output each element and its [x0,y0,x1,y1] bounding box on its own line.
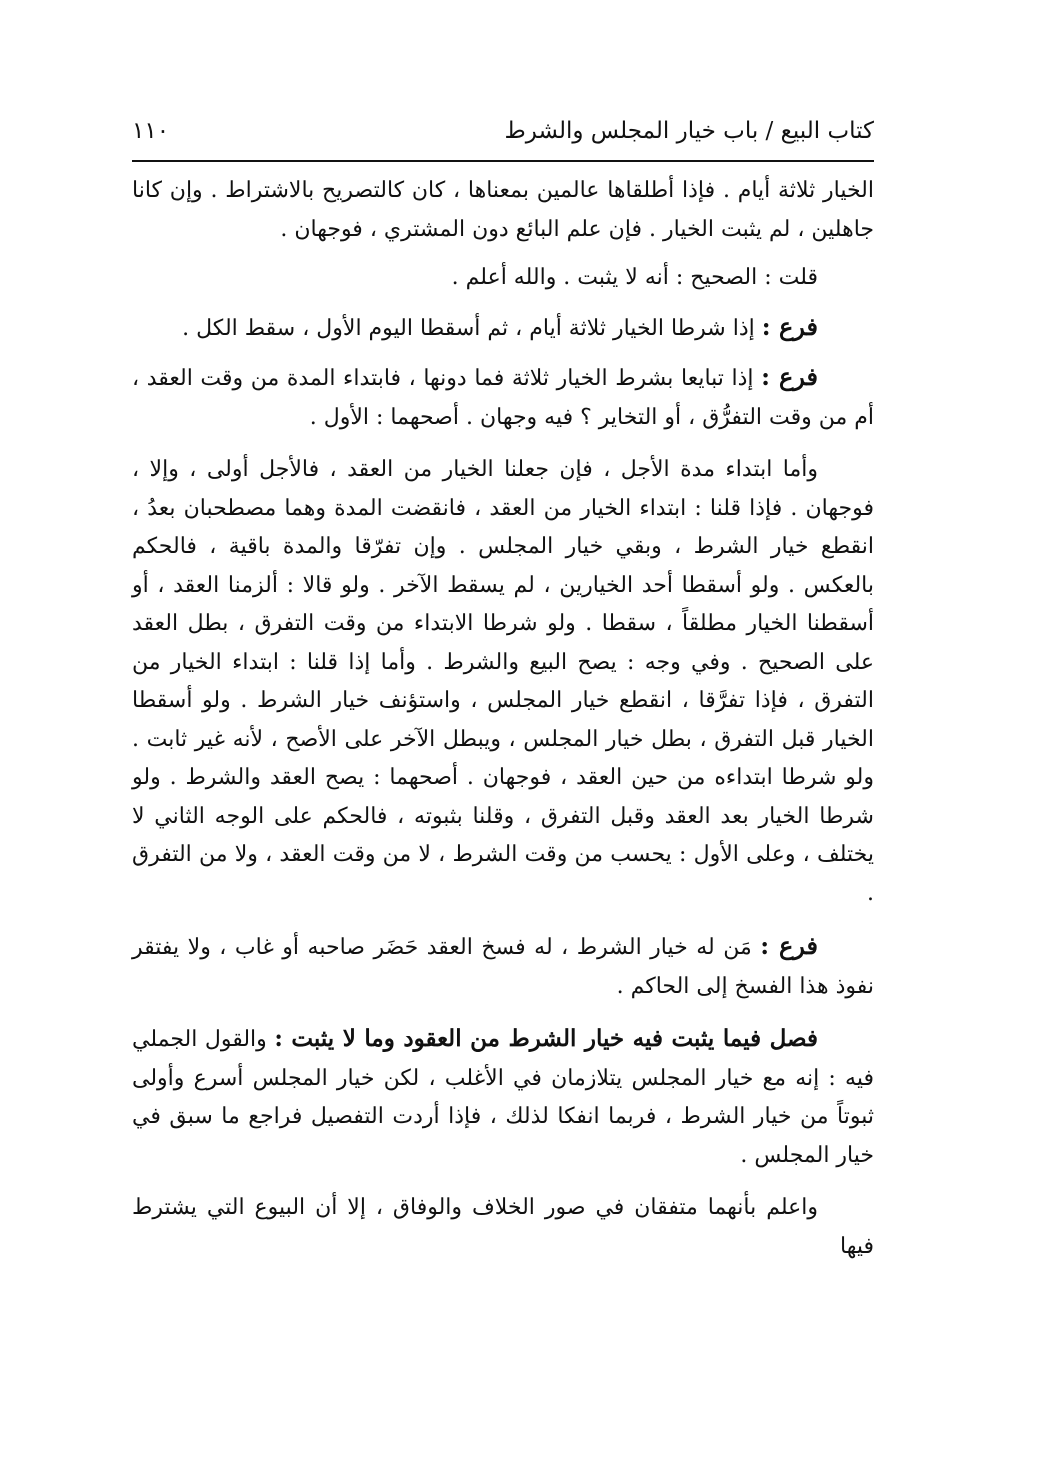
paragraph-ajal: وأما ابتداء مدة الأجل ، فإن جعلنا الخيار من العقد ، فالأجل أولى ، وإلا ، فوجهان . فإذا قلنا : ابتداء الخيار من العقد ، فانقضت المدة وهما مصطحبان بعدُ ، انقطع خيار الشرط ، وبقي خيار المجلس . وإن تفرّقا والمدة باقية ، فالحكم بالعكس . ولو أسقطا أحد الخيارين ، لم يسقط الآخر . ولو قالا : ألزمنا العقد ، أو أسقطنا الخيار مطلقاً ، سقطا . ولو شرطا الابتداء من وقت التفرق ، بطل العقد على الصحيح . وفي وجه : يصح البيع والشرط . وأما إذا قلنا : ابتداء الخيار من التفرق ، فإذا تفرَّقا ، انقطع خيار المجلس ، واستؤنف خيار الشرط . ولو أسقطا الخيار قبل التفرق ، بطل خيار المجلس ، ويبطل الآخر على الأصح ، لأنه غير ثابت . ولو شرطا ابتداءه من حين العقد ، فوجهان . أصحهما : يصح العقد والشرط . ولو شرطا الخيار بعد العقد وقبل التفرق ، وقلنا بثبوته ، فالحكم على الوجه الثاني لا يختلف ، وعلى الأول : يحسب من وقت الشرط ، لا من وقت العقد ، ولا من التفرق . [132,457,874,906]
paragraph-far-2 [132,358,874,437]
page-body [132,172,874,1266]
far-label: فرع : [760,931,818,960]
book-page [132,0,874,1477]
paragraph-far-3 [132,927,874,1006]
page-number: ١١٠ [132,118,170,144]
page-header [132,112,874,162]
section-text: والقول الجملي فيه : إنه مع خيار المجلس يتلازمان في الأغلب ، لكن خيار المجلس أسرع وأولى ثبوتاً من خيار الشرط ، فربما انفكا لذلك ، فإذا أردت التفصيل فراجع ما سبق في خيار المجلس . [132,1027,874,1168]
far-label: فرع : [761,311,818,341]
paragraph-continuation: الخيار ثلاثة أيام . فإذا أطلقاها عالمين بمعناها ، كان كالتصريح بالاشتراط . وإن كانا جاهلين ، لم يثبت الخيار . فإن علم البائع دون المشتري ، فوجهان . [132,178,874,242]
paragraph-section [132,1020,874,1175]
far-text: إذا شرطا الخيار ثلاثة أيام ، ثم أسقطا اليوم الأول ، سقط الكل . [182,315,755,341]
far-label: فرع : [761,362,819,391]
paragraph-final: واعلم بأنهما متفقان في صور الخلاف والوفاق ، إلا أن البيوع التي يشترط فيها [132,1195,874,1259]
far-text: إذا تبايعا بشرط الخيار ثلاثة فما دونها ، فابتداء المدة من وقت العقد ، أم من وقت التفرُّق ، أو التخاير ؟ فيه وجهان . أصحهما : الأول . [132,366,874,430]
far-text: مَن له خيار الشرط ، له فسخ العقد حَضَر صاحبه أو غاب ، ولا يفتقر نفوذ هذا الفسخ إلى الحاكم . [132,935,874,999]
paragraph-comment: قلت : الصحيح : أنه لا يثبت . والله أعلم . [451,265,818,290]
paragraph-far-1 [132,308,874,349]
section-heading: فصل فيما يثبت فيه خيار الشرط من العقود وما لا يثبت : [274,1025,818,1052]
running-title: كتاب البيع / باب خيار المجلس والشرط [504,118,874,144]
